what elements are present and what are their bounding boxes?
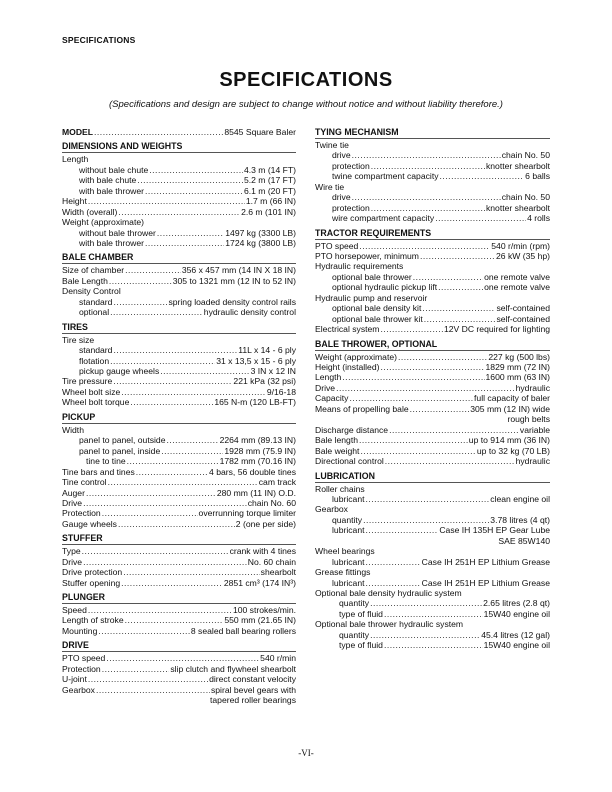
spec-value: 12V DC required for lighting [443,324,550,335]
page-subtitle: (Specifications and design are subject to change without notice and without liability therefore.) [109,99,503,110]
spec-row [315,192,550,202]
spec-value: 15W40 engine oil [483,608,550,619]
dimensions-section [62,141,296,248]
spec-row [62,175,296,185]
spec-label: with bale thrower [79,238,144,249]
spec-value: 1829 mm (72 IN) [485,362,550,373]
spec-label: protection [332,160,370,171]
spec-label: Bale weight [315,445,360,456]
spec-label: Weight (approximate) [315,351,397,362]
spec-value: one remote valve [484,271,550,282]
drive-section [62,640,296,705]
spec-row [315,272,550,282]
spec-row [62,456,296,466]
right-column [315,127,550,651]
spec-row [62,196,296,206]
spec-row [315,578,550,588]
spec-row [315,557,550,567]
sub-label: Grease fittings [315,567,371,578]
spec-row [62,366,296,376]
spec-row [315,598,550,608]
spec-row [315,494,550,504]
spec-label: Height (installed) [315,362,380,373]
spec-label: flotation [79,355,110,366]
pickup-section [62,412,296,529]
spec-value: 1928 mm (75.9 IN) [224,445,296,456]
spec-row [62,685,296,695]
spec-row [62,186,296,196]
spec-value: 1782 mm (70.16 IN) [219,456,296,467]
spec-value: 8 sealed ball bearing rollers [190,625,296,636]
spec-value: 221 kPa (32 psi) [233,376,296,387]
sub-label: Weight (approximate) [62,217,144,228]
spec-value: 45.4 litres (12 gal) [481,629,550,640]
spec-value: spiral bevel gears with [210,684,296,695]
spec-value: 4 rolls [527,213,550,224]
spec-label: Discharge distance [315,424,389,435]
spec-row [315,150,550,160]
sub-label: Hydraulic pump and reservoir [315,292,428,303]
spec-label: with bale thrower [79,185,144,196]
spec-value: overrunning torque limiter [198,508,296,519]
sub-label: Hydraulic requirements [315,261,404,272]
spec-value: 3.78 litres (4 qt) [490,514,550,525]
sub-label: Width [62,424,84,435]
spec-label: Electrical system [315,324,380,335]
spec-row [62,508,296,518]
spec-value: 26 kW (35 hp) [496,250,550,261]
spec-label: Length [315,372,342,383]
spec-label: type of fluid [339,608,383,619]
spec-label: Length of stroke [62,615,124,626]
spec-row [315,282,550,292]
tires-section [62,322,296,408]
lubrication-section [315,471,550,651]
section-heading: BALE THROWER, OPTIONAL [315,339,550,351]
spec-label: PTO speed [315,240,359,251]
spec-label: twine compartment capacity [332,171,439,182]
spec-label: optional [79,307,110,318]
spec-row [315,630,550,640]
spec-label: panel to panel, outside [79,435,166,446]
spec-value: 1.7 m (66 IN) [245,196,296,207]
spec-label: drive [332,150,351,161]
spec-value: chain No. 60 [247,497,296,508]
spec-row [315,515,550,525]
sub-label: Density Control [62,286,121,297]
spec-label: optional bale density kit [332,303,422,314]
spec-value: 1724 kg (3800 LB) [225,238,296,249]
spec-label: Mounting [62,625,98,636]
bale-chamber-section [62,252,296,317]
spec-value: 550 mm (21.65 IN) [224,615,296,626]
spec-label: Gauge wheels [62,518,117,529]
spec-label: Drive [62,556,83,567]
spec-value: 356 x 457 mm (14 IN X 18 IN) [181,265,296,276]
spec-label: tine to tine [86,456,126,467]
spec-row [315,352,550,362]
spec-value: 6.1 m (20 FT) [243,185,296,196]
spec-row [62,626,296,636]
spec-row [62,578,296,588]
page-number: -VI- [298,748,314,758]
spec-label: Size of chamber [62,265,125,276]
section-heading: DRIVE [62,640,296,652]
spec-row [62,435,296,445]
spec-value: one remote valve [484,282,550,293]
spec-row [62,674,296,684]
section-heading: PLUNGER [62,592,296,604]
spec-label: Wheel bolt size [62,386,121,397]
spec-value: variable [519,424,550,435]
sub-label: Roller chains [315,483,365,494]
spec-row [62,664,296,674]
spec-value: 2.65 litres (2.8 qt) [483,598,550,609]
spec-value: 540 r/min [260,653,296,664]
section-heading: BALE CHAMBER [62,252,296,264]
spec-value: 4 bars, 56 double tines [209,466,296,477]
spec-row [315,435,550,445]
spec-label: Auger [62,487,85,498]
spec-value: self-contained [496,303,550,314]
spec-label: wire compartment capacity [332,213,435,224]
spec-row-model [62,127,296,137]
spec-label: optional bale thrower [332,271,412,282]
plunger-section [62,592,296,636]
spec-label: Capacity [315,393,349,404]
spec-row [62,356,296,366]
spec-row [62,546,296,556]
spec-row [62,519,296,529]
section-heading: STUFFER [62,533,296,545]
spec-value: Case IH 251H EP Lithium Grease [421,556,550,567]
spec-label: drive [332,192,351,203]
spec-value: chain No. 50 [501,192,550,203]
spec-label: Drive [315,382,336,393]
spec-label: Means of propelling bale [315,403,409,414]
spec-row [62,488,296,498]
spec-value: crank with 4 tines [229,546,296,557]
spec-row [315,456,550,466]
spec-label: quantity [339,598,370,609]
spec-row [62,228,296,238]
spec-label: U-joint [62,674,87,685]
sub-label: Wire tie [315,181,345,192]
sub-label: Tire size [62,334,95,345]
spec-label: lubricant [332,525,365,536]
left-column [62,127,296,706]
spec-label: Directional control [315,456,384,467]
spec-label: standard [79,296,113,307]
spec-value: 15W40 engine oil [483,640,550,651]
spec-label: Tine control [62,477,107,488]
spec-value: 2264 mm (89.13 IN) [219,435,296,446]
spec-row [315,161,550,171]
spec-row [315,393,550,403]
spec-row [62,307,296,317]
spec-row [315,362,550,372]
spec-label: Drive protection [62,567,123,578]
tractor-section [315,228,550,335]
spec-value: Case IH 135H EP Gear Lube [439,525,550,536]
spec-value: direct constant velocity [209,674,296,685]
spec-label: type of fluid [339,640,383,651]
spec-row [315,446,550,456]
spec-row [62,397,296,407]
spec-label: Width (overall) [62,206,118,217]
spec-row [62,297,296,307]
running-header: SPECIFICATIONS [62,35,136,45]
spec-value: 2851 cm³ (174 IN³) [223,577,296,588]
spec-label: Bale length [315,435,359,446]
spec-label: Wheel bolt torque [62,397,130,408]
sub-label: Optional bale density hydraulic system [315,588,462,599]
spec-row [62,345,296,355]
spec-value: 165 N-m (120 LB-FT) [214,397,296,408]
section-heading: TYING MECHANISM [315,127,550,139]
spec-label: Tine bars and tines [62,466,135,477]
spec-value: clean engine oil [490,493,550,504]
spec-row [62,567,296,577]
spec-label: Tire pressure [62,376,113,387]
section-heading: LUBRICATION [315,471,550,483]
spec-row [315,425,550,435]
spec-row [62,238,296,248]
spec-label: panel to panel, inside [79,445,161,456]
spec-value: 305 mm (12 IN) wide [470,403,550,414]
spec-value: chain No. 50 [501,150,550,161]
spec-value: 3 IN x 12 IN [250,366,296,377]
tying-section [315,127,550,224]
spec-label: optional bale thrower kit [332,313,423,324]
spec-value: 6 balls [525,171,550,182]
spec-value-continued: rough belts [507,414,550,425]
spec-label: optional hydraulic pickup lift [332,282,438,293]
spec-row [315,383,550,393]
spec-value: 540 r/min (rpm) [491,240,550,251]
spec-label: Gearbox [62,684,95,695]
spec-value: 5.2 m (17 FT) [243,175,296,186]
spec-value: slip clutch and flywheel shearbolt [170,663,296,674]
spec-label: PTO horsepower, minimum [315,250,419,261]
spec-row [315,404,550,414]
spec-row [62,276,296,286]
spec-row [315,213,550,223]
spec-value: knotter shearbolt [485,160,550,171]
spec-value: 280 mm (11 IN) O.D. [216,487,296,498]
spec-row [62,376,296,386]
spec-label: Type [62,546,81,557]
spec-label: Height [62,196,87,207]
spec-value: spring loaded density control rails [168,296,296,307]
page-title: SPECIFICATIONS [219,69,393,91]
spec-label: without bale thrower [79,227,156,238]
sub-label: Optional bale thrower hydraulic system [315,619,464,630]
spec-label: PTO speed [62,653,106,664]
spec-label: Protection [62,663,101,674]
spec-value: shearbolt [260,567,296,578]
spec-label: lubricant [332,493,365,504]
spec-value: No. 60 chain [247,556,296,567]
sub-label: Length [62,154,89,165]
spec-row [62,605,296,615]
spec-label: with bale chute [79,175,137,186]
spec-value: 4.3 m (14 FT) [243,164,296,175]
spec-value: 305 to 1321 mm (12 IN to 52 IN) [172,275,296,286]
spec-row [315,241,550,251]
spec-label: protection [332,202,370,213]
spec-row [62,615,296,625]
section-heading: DIMENSIONS AND WEIGHTS [62,141,296,153]
spec-label: Speed [62,605,87,616]
section-heading: TRACTOR REQUIREMENTS [315,228,550,240]
spec-label: lubricant [332,556,365,567]
spec-label: MODEL [62,127,94,137]
section-heading: PICKUP [62,412,296,424]
spec-label: lubricant [332,577,365,588]
spec-row [62,557,296,567]
spec-row [315,203,550,213]
spec-label: Protection [62,508,101,519]
spec-value: 1600 mm (63 IN) [485,372,550,383]
spec-row [315,525,550,535]
spec-row [62,653,296,663]
spec-label: quantity [332,514,363,525]
spec-label: without bale chute [79,164,149,175]
spec-row [62,165,296,175]
model-section [62,127,296,137]
spec-value-continued: tapered roller bearings [210,695,296,706]
spec-value: 2.6 m (101 IN) [241,206,296,217]
spec-value: hydraulic [515,456,550,467]
spec-row [315,314,550,324]
spec-row [62,387,296,397]
spec-label: standard [79,345,113,356]
spec-row [315,640,550,650]
spec-value: hydraulic [515,382,550,393]
spec-value: knotter shearbolt [485,202,550,213]
spec-row [315,609,550,619]
spec-value-continued: SAE 85W140 [498,535,550,546]
spec-value: 227 kg (500 lbs) [488,351,550,362]
bale-thrower-section [315,339,550,467]
spec-value: hydraulic density control [203,307,296,318]
section-heading: TIRES [62,322,296,334]
spec-value: 31 x 13,5 x 15 - 6 ply [216,355,296,366]
spec-row [315,303,550,313]
spec-row [62,265,296,275]
spec-value: 11L x 14 - 6 ply [238,345,296,356]
spec-row [315,171,550,181]
spec-value: full capacity of baler [474,393,550,404]
spec-label: Bale Length [62,275,108,286]
sub-label: Wheel bearings [315,546,375,557]
spec-value: cam track [258,477,296,488]
spec-value: self-contained [496,313,550,324]
spec-row [62,498,296,508]
spec-label: Drive [62,497,83,508]
spec-value: up to 32 kg (70 LB) [476,445,550,456]
spec-row [62,467,296,477]
sub-label: Gearbox [315,504,348,515]
spec-row [315,251,550,261]
spec-row [315,372,550,382]
spec-label: quantity [339,629,370,640]
spec-value: up to 914 mm (36 IN) [468,435,550,446]
spec-value: 8545 Square Baler [224,127,296,137]
spec-row [315,324,550,334]
spec-row [62,207,296,217]
spec-row [62,477,296,487]
spec-value: 2 (one per side) [235,518,296,529]
spec-value: Case IH 251H EP Lithium Grease [421,577,550,588]
spec-label: Stuffer opening [62,577,121,588]
spec-label: pickup gauge wheels [79,366,160,377]
spec-value: 9/16-18 [266,386,296,397]
sub-label: Twine tie [315,139,349,150]
spec-value: 1497 kg (3300 LB) [225,227,296,238]
spec-row [62,446,296,456]
spec-value: 100 strokes/min. [232,605,296,616]
stuffer-section [62,533,296,588]
